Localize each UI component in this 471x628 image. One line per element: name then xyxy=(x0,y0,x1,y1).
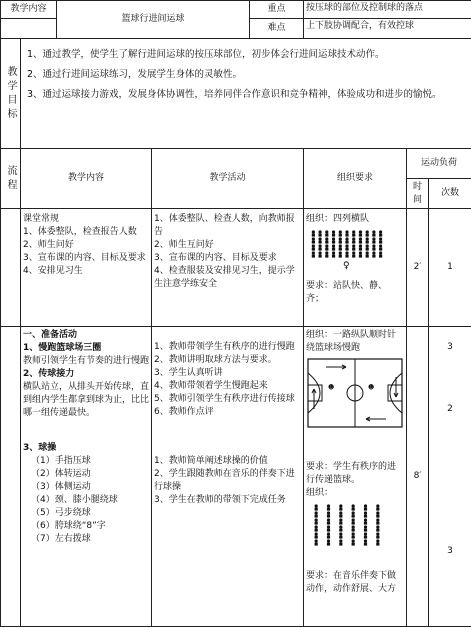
student-figure-body xyxy=(352,248,355,251)
section2-process xyxy=(1,327,21,627)
student-figure-body xyxy=(364,508,367,511)
student-figure-body xyxy=(325,255,328,258)
student-figure xyxy=(339,525,342,528)
student-figure-body xyxy=(319,248,322,251)
student-figure-body xyxy=(327,515,330,518)
student-figure xyxy=(332,230,335,233)
student-figure-body xyxy=(325,234,328,237)
student-figure xyxy=(352,525,355,528)
student-figure xyxy=(339,539,342,542)
student-figure xyxy=(372,244,375,247)
section1-process xyxy=(1,209,21,327)
student-figure xyxy=(319,251,322,254)
header-blank xyxy=(1,19,57,39)
label-lesson: 教学内容 xyxy=(1,1,57,19)
student-figure-body xyxy=(359,241,362,244)
student-figure-body xyxy=(376,522,379,525)
label-key-point: 重点 xyxy=(250,1,304,19)
student-figure xyxy=(376,511,379,514)
student-figure xyxy=(352,251,355,254)
student-figure-body xyxy=(359,255,362,258)
col-time: 时间 xyxy=(407,179,429,209)
basketball-court-diagram xyxy=(306,357,404,429)
col-process: 流程 xyxy=(1,149,21,209)
student-figure-body xyxy=(364,536,367,539)
student-figure xyxy=(376,532,379,535)
student-figure xyxy=(364,518,367,521)
student-figure-body xyxy=(312,248,315,251)
student-figure-body xyxy=(339,248,342,251)
student-figure-body xyxy=(339,241,342,244)
student-figure xyxy=(352,230,355,233)
student-figure-body xyxy=(352,241,355,244)
difficult-point-text: 上下肢协调配合，有效控球 xyxy=(304,19,471,39)
student-figure xyxy=(379,237,382,240)
student-figure-body xyxy=(315,522,318,525)
student-figure-body xyxy=(366,234,369,237)
section1-content: 课堂常规 1、体委整队，检查报告人数 2、师生问好 3、宣布课的内容、目标及要求 4、安排见习生 xyxy=(21,209,152,327)
student-figure-body xyxy=(339,234,342,237)
student-figure xyxy=(327,539,330,542)
student-figure-body xyxy=(379,241,382,244)
section2-content: 一、准备活动 1、慢跑篮球场三圈 教师引领学生有节奏的进行慢跑 2、传球接力 横队站立，从排头开始传球，直到组内学生都拿到球为止，比比哪一组传递最快。 3、球操 （1）手指压球 （2）体转运动 （3）体侧运动 （4）颈、膝小腿绕球 （5）弓步绕球 （6）胯球绕“8”字 （7）左右拨球 xyxy=(21,327,152,627)
student-figure xyxy=(359,244,362,247)
objective-1: 1、通过教学，使学生了解行进间运球的按压球部位，初步体会行进间运球技术动作。 xyxy=(27,49,385,60)
student-figure xyxy=(315,518,318,521)
student-figure xyxy=(376,518,379,521)
student-figure xyxy=(332,237,335,240)
student-figure xyxy=(339,237,342,240)
section1-organization: 组织：四列横队 ♀ 要求：站队快、静、齐； xyxy=(304,209,407,327)
student-figure xyxy=(325,251,328,254)
student-figure-body xyxy=(352,255,355,258)
student-figure-body xyxy=(352,515,355,518)
student-figure-body xyxy=(319,234,322,237)
student-figure xyxy=(325,244,328,247)
student-figure xyxy=(327,525,330,528)
student-figure-body xyxy=(312,241,315,244)
student-figure xyxy=(325,230,328,233)
student-figure-body xyxy=(345,248,348,251)
student-figure-body xyxy=(325,248,328,251)
objectives-list xyxy=(21,39,471,149)
student-figure xyxy=(372,237,375,240)
student-figure xyxy=(339,244,342,247)
student-figure-body xyxy=(379,234,382,237)
objective-2: 2、通过行进间运球练习，发展学生身体的灵敏性。 xyxy=(27,69,243,80)
student-figure xyxy=(352,532,355,535)
student-figure-body xyxy=(379,248,382,251)
student-figure xyxy=(319,237,322,240)
student-figure-body xyxy=(339,529,342,532)
student-figure xyxy=(359,230,362,233)
student-figure-body xyxy=(327,536,330,539)
student-figure-body xyxy=(364,522,367,525)
section2-time: 8′ xyxy=(407,327,429,627)
student-figure-body xyxy=(332,255,335,258)
student-figure xyxy=(312,237,315,240)
student-figure xyxy=(332,244,335,247)
student-figure-body xyxy=(352,522,355,525)
student-figure-body xyxy=(315,508,318,511)
student-figure-body xyxy=(366,241,369,244)
student-figure xyxy=(339,230,342,233)
student-figure-body xyxy=(319,255,322,258)
student-figure-body xyxy=(315,515,318,518)
student-figure xyxy=(376,525,379,528)
student-figure-body xyxy=(325,241,328,244)
student-figure xyxy=(339,504,342,507)
student-figure xyxy=(315,532,318,535)
student-figure xyxy=(345,230,348,233)
student-figure-body xyxy=(366,255,369,258)
student-figure-body xyxy=(359,248,362,251)
student-figure-body xyxy=(332,248,335,251)
student-figure xyxy=(352,244,355,247)
student-figure xyxy=(366,230,369,233)
student-figure xyxy=(312,251,315,254)
student-figure xyxy=(319,230,322,233)
student-figure-body xyxy=(345,241,348,244)
student-figure xyxy=(372,230,375,233)
student-figure-body xyxy=(339,255,342,258)
student-figure-body xyxy=(376,515,379,518)
student-figure xyxy=(379,230,382,233)
student-figure-body xyxy=(332,241,335,244)
col-count: 次数 xyxy=(429,179,471,209)
student-figure-body xyxy=(364,543,367,546)
lesson-title: 篮球行进间运球 xyxy=(57,1,250,39)
student-figure-body xyxy=(352,529,355,532)
student-figure xyxy=(364,525,367,528)
objectives-label: 教学目标 xyxy=(1,39,21,149)
student-figure-body xyxy=(327,543,330,546)
student-figure-body xyxy=(376,529,379,532)
student-figure-body xyxy=(339,536,342,539)
student-figure xyxy=(327,532,330,535)
student-figure-body xyxy=(339,522,342,525)
section1-activity: 1、体委整队、检查人数，向教师报告 2、师生互问好 3、宣布课的内容、目标及要求 4、检查服装及安排见习生，提示学生注意学练安全 xyxy=(152,209,304,327)
student-figure xyxy=(327,511,330,514)
section2-organization: 组织：一路纵队顺时针绕篮球场慢跑 ☻ ☻ 要求：学生有秩序的进行传递篮球。 组织： 要求：在音乐伴奏下做动作，动作舒展、大方 xyxy=(304,327,407,627)
student-figure xyxy=(364,539,367,542)
student-figure xyxy=(327,504,330,507)
section1-time: 2′ xyxy=(407,209,429,327)
student-figure xyxy=(364,511,367,514)
student-figure-body xyxy=(379,255,382,258)
student-figure-body xyxy=(315,536,318,539)
student-figure-body xyxy=(372,248,375,251)
student-figure xyxy=(327,518,330,521)
student-figure xyxy=(366,244,369,247)
student-figure-body xyxy=(366,248,369,251)
student-figure-body xyxy=(352,508,355,511)
student-figure xyxy=(315,511,318,514)
student-figure xyxy=(352,511,355,514)
col-load: 运动负荷 xyxy=(407,149,471,179)
student-figure xyxy=(339,251,342,254)
student-figure xyxy=(315,525,318,528)
student-figure xyxy=(345,237,348,240)
student-figure-body xyxy=(339,515,342,518)
student-figure xyxy=(312,230,315,233)
student-figure-body xyxy=(315,543,318,546)
student-figure-body xyxy=(345,234,348,237)
student-figure xyxy=(366,237,369,240)
student-figure-body xyxy=(359,234,362,237)
student-figure xyxy=(315,504,318,507)
student-figure xyxy=(364,532,367,535)
svg-text:☻: ☻ xyxy=(368,384,375,391)
student-figure-body xyxy=(312,255,315,258)
ball-exercise-formation xyxy=(306,502,386,554)
student-figure-body xyxy=(372,255,375,258)
student-figure xyxy=(376,539,379,542)
student-figure xyxy=(339,532,342,535)
student-figure-body xyxy=(372,241,375,244)
student-figure xyxy=(339,511,342,514)
student-figure-body xyxy=(376,536,379,539)
col-content: 教学内容 xyxy=(21,149,152,209)
student-figure-body xyxy=(352,543,355,546)
student-figure xyxy=(345,244,348,247)
teacher-figure: ♀ xyxy=(343,261,350,271)
section2-activity: 1、教师带领学生有秩序的进行慢跑 2、教师讲明取球方法与要求。 3、学生认真听讲 4、教师带领着学生慢跑起来 5、教师引领学生有秩序进行传接球 6、教师作点评 1、教师简单阐述球操的价值 2、学生跟随教师在音乐的伴奏下进行球操 3、学生在教师的带领下完成任务 xyxy=(152,327,304,627)
col-activity: 教学活动 xyxy=(152,149,304,209)
student-figure-body xyxy=(315,529,318,532)
student-figure xyxy=(372,251,375,254)
student-figure xyxy=(352,504,355,507)
student-figure-body xyxy=(327,522,330,525)
student-figure xyxy=(339,518,342,521)
student-figure xyxy=(352,518,355,521)
student-figure-body xyxy=(312,234,315,237)
section1-count: 1 xyxy=(429,209,471,327)
student-figure-body xyxy=(376,508,379,511)
student-figure-body xyxy=(372,234,375,237)
student-figure xyxy=(312,244,315,247)
student-figure xyxy=(332,251,335,254)
formation-diagram xyxy=(306,228,386,278)
student-figure-body xyxy=(339,543,342,546)
col-organization: 组织要求 xyxy=(304,149,407,209)
student-figure-body xyxy=(327,529,330,532)
student-figure-body xyxy=(319,241,322,244)
student-figure-body xyxy=(345,255,348,258)
section2-counts: 3 2 3 xyxy=(429,327,471,627)
student-figure xyxy=(319,244,322,247)
key-point-text: 按压球的部位及控制球的落点 xyxy=(304,1,471,19)
student-figure xyxy=(379,251,382,254)
student-figure xyxy=(376,504,379,507)
student-figure-body xyxy=(364,529,367,532)
student-figure-body xyxy=(327,508,330,511)
objective-3: 3、通过运球接力游戏，发展身体协调性，培养同伴合作意识和竞争精神，体验成功和进步的愉悦。 xyxy=(27,89,442,100)
student-figure xyxy=(359,251,362,254)
student-figure xyxy=(379,244,382,247)
label-difficult-point: 难点 xyxy=(250,19,304,39)
student-figure-body xyxy=(352,536,355,539)
student-figure xyxy=(325,237,328,240)
student-figure xyxy=(315,539,318,542)
student-figure-body xyxy=(332,234,335,237)
student-figure xyxy=(359,237,362,240)
student-figure-body xyxy=(339,508,342,511)
student-figure xyxy=(352,539,355,542)
student-figure-body xyxy=(364,515,367,518)
student-figure xyxy=(345,251,348,254)
svg-text:☻: ☻ xyxy=(328,384,335,391)
student-figure xyxy=(366,251,369,254)
student-figure-body xyxy=(352,234,355,237)
student-figure-body xyxy=(376,543,379,546)
student-figure xyxy=(364,504,367,507)
student-figure xyxy=(352,237,355,240)
